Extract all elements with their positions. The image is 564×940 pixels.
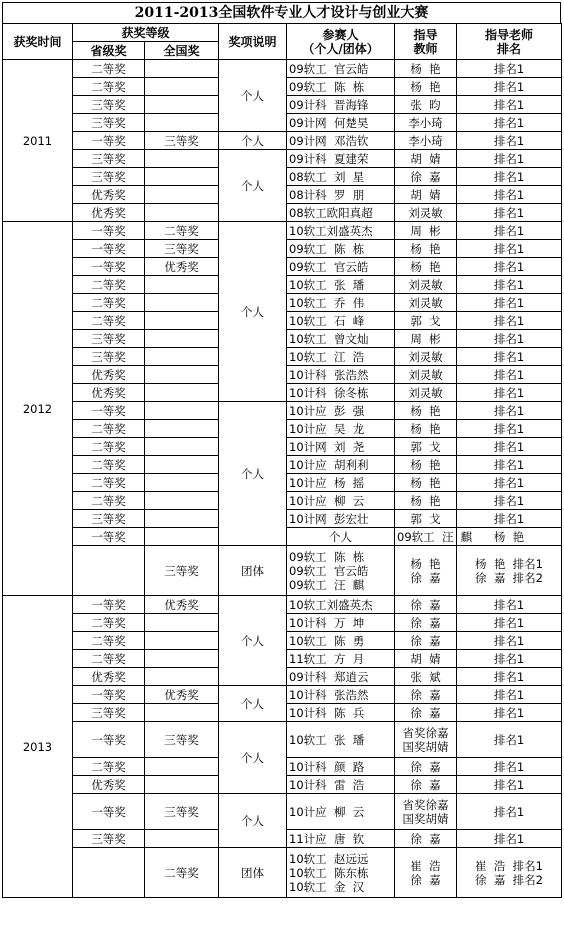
teacher-cell: 杨 艳 xyxy=(395,420,457,438)
teacher-cell: 徐 嘉 xyxy=(395,830,457,848)
award-type-cell: 个人 xyxy=(219,722,287,794)
teacher-cell: 杨 艳 xyxy=(457,528,562,546)
rank-cell: 排名1 xyxy=(457,668,562,686)
header-national: 全国奖 xyxy=(145,42,219,60)
teacher-cell: 徐 嘉 xyxy=(395,614,457,632)
provincial-award-cell: 一等奖 xyxy=(73,222,145,240)
provincial-award-cell: 优秀奖 xyxy=(73,366,145,384)
participant-cell: 10计科 张浩然 xyxy=(287,686,395,704)
teacher-cell: 杨 艳 xyxy=(395,60,457,78)
rank-cell: 排名1 xyxy=(457,294,562,312)
award-table-body xyxy=(3,60,562,898)
rank-cell: 排名1 xyxy=(457,722,562,758)
header-year: 获奖时间 xyxy=(3,24,73,60)
header-provincial: 省级奖 xyxy=(73,42,145,60)
national-award-cell xyxy=(145,330,219,348)
participant-cell: 10计应 杨 摇 xyxy=(287,474,395,492)
teacher-cell: 杨 艳 徐 嘉 xyxy=(395,546,457,596)
provincial-award-cell: 二等奖 xyxy=(73,650,145,668)
national-award-cell: 三等奖 xyxy=(145,794,219,830)
national-award-cell xyxy=(145,420,219,438)
provincial-award-cell: 三等奖 xyxy=(73,830,145,848)
rank-cell: 排名1 xyxy=(457,330,562,348)
provincial-award-cell: 二等奖 xyxy=(73,78,145,96)
national-award-cell xyxy=(145,830,219,848)
provincial-award-cell xyxy=(73,848,145,898)
provincial-award-cell: 二等奖 xyxy=(73,276,145,294)
national-award-cell xyxy=(145,614,219,632)
rank-cell: 排名1 xyxy=(457,492,562,510)
teacher-cell: 杨 艳 xyxy=(395,492,457,510)
participant-cell: 09软工 汪 麒 xyxy=(395,528,457,546)
rank-cell: 排名1 xyxy=(457,596,562,614)
national-award-cell xyxy=(145,704,219,722)
national-award-cell xyxy=(145,456,219,474)
participant-cell: 09软工 陈 栋 09软工 官云皓 09软工 汪 麒 xyxy=(287,546,395,596)
rank-cell: 排名1 xyxy=(457,758,562,776)
provincial-award-cell: 二等奖 xyxy=(73,614,145,632)
teacher-cell: 李小琦 xyxy=(395,114,457,132)
participant-cell: 10软工 陈 勇 xyxy=(287,632,395,650)
award-table xyxy=(2,23,562,898)
participant-cell: 10软工 乔 伟 xyxy=(287,294,395,312)
provincial-award-cell: 二等奖 xyxy=(73,456,145,474)
rank-cell: 排名1 xyxy=(457,366,562,384)
national-award-cell xyxy=(145,348,219,366)
national-award-cell xyxy=(145,510,219,528)
rank-cell: 排名1 xyxy=(457,614,562,632)
table-row xyxy=(3,686,562,704)
award-type-cell: 团体 xyxy=(219,848,287,898)
award-type-cell: 团体 xyxy=(219,546,287,596)
national-award-cell xyxy=(145,96,219,114)
national-award-cell: 优秀奖 xyxy=(145,686,219,704)
national-award-cell: 三等奖 xyxy=(145,722,219,758)
participant-cell: 10软工刘盛英杰 xyxy=(287,222,395,240)
award-type-cell: 个人 xyxy=(219,794,287,848)
rank-cell: 排名1 xyxy=(457,474,562,492)
teacher-cell: 杨 艳 xyxy=(395,402,457,420)
national-award-cell xyxy=(145,294,219,312)
provincial-award-cell: 一等奖 xyxy=(73,258,145,276)
participant-cell: 10软工 江 浩 xyxy=(287,348,395,366)
header-type: 奖项说明 xyxy=(219,24,287,60)
participant-cell: 09计网 邓浩钦 xyxy=(287,132,395,150)
provincial-award-cell: 一等奖 xyxy=(73,722,145,758)
participant-cell: 10计科 颜 路 xyxy=(287,758,395,776)
provincial-award-cell: 一等奖 xyxy=(73,528,145,546)
national-award-cell: 优秀奖 xyxy=(145,258,219,276)
table-row xyxy=(3,60,562,78)
table-row xyxy=(3,596,562,614)
rank-cell: 排名1 xyxy=(457,132,562,150)
teacher-cell: 张 昀 xyxy=(395,96,457,114)
teacher-cell: 刘灵敏 xyxy=(395,384,457,402)
teacher-cell: 徐 嘉 xyxy=(395,776,457,794)
teacher-cell: 杨 艳 xyxy=(395,474,457,492)
national-award-cell xyxy=(145,668,219,686)
table-row xyxy=(3,722,562,758)
provincial-award-cell: 二等奖 xyxy=(73,492,145,510)
provincial-award-cell: 一等奖 xyxy=(73,686,145,704)
participant-cell: 09软工 官云皓 xyxy=(287,258,395,276)
national-award-cell xyxy=(145,492,219,510)
teacher-cell: 郭 戈 xyxy=(395,312,457,330)
participant-cell: 10计网 刘 尧 xyxy=(287,438,395,456)
participant-cell: 11计应 唐 钦 xyxy=(287,830,395,848)
table-row xyxy=(3,222,562,240)
teacher-cell: 徐 嘉 xyxy=(395,632,457,650)
rank-cell: 杨 艳 排名1 徐 嘉 排名2 xyxy=(457,546,562,596)
rank-cell: 排名1 xyxy=(457,312,562,330)
provincial-award-cell: 三等奖 xyxy=(73,150,145,168)
teacher-cell: 周 彬 xyxy=(395,330,457,348)
participant-cell: 09软工 陈 栋 xyxy=(287,78,395,96)
national-award-cell: 二等奖 xyxy=(145,222,219,240)
provincial-award-cell: 一等奖 xyxy=(73,596,145,614)
teacher-cell: 刘灵敏 xyxy=(395,348,457,366)
table-row xyxy=(3,150,562,168)
award-type-cell: 个人 xyxy=(219,150,287,222)
award-table-container xyxy=(2,2,561,898)
participant-cell: 10计科 陈 兵 xyxy=(287,704,395,722)
rank-cell: 排名1 xyxy=(457,96,562,114)
teacher-cell: 杨 艳 xyxy=(395,78,457,96)
national-award-cell xyxy=(145,384,219,402)
participant-cell: 10计网 彭宏壮 xyxy=(287,510,395,528)
participant-cell: 10软工 张 璠 xyxy=(287,276,395,294)
teacher-cell: 徐 嘉 xyxy=(395,686,457,704)
national-award-cell: 二等奖 xyxy=(145,848,219,898)
header-level: 获奖等级 xyxy=(73,24,219,42)
teacher-cell: 徐 嘉 xyxy=(395,758,457,776)
teacher-cell: 省奖徐嘉 国奖胡婧 xyxy=(395,794,457,830)
rank-cell: 排名1 xyxy=(457,204,562,222)
participant-cell: 10计应 吴 龙 xyxy=(287,420,395,438)
participant-cell: 09软工 官云皓 xyxy=(287,60,395,78)
national-award-cell xyxy=(145,186,219,204)
rank-cell: 崔 浩 排名1 徐 嘉 排名2 xyxy=(457,848,562,898)
award-type-cell: 个人 xyxy=(219,596,287,686)
national-award-cell xyxy=(145,366,219,384)
national-award-cell xyxy=(145,402,219,420)
rank-cell: 排名1 xyxy=(457,186,562,204)
teacher-cell: 郭 戈 xyxy=(395,438,457,456)
provincial-award-cell: 优秀奖 xyxy=(73,384,145,402)
rank-cell: 排名1 xyxy=(457,384,562,402)
participant-cell: 09软工 陈 栋 xyxy=(287,240,395,258)
participant-cell: 10计应 胡利利 xyxy=(287,456,395,474)
participant-cell: 10计应 彭 强 xyxy=(287,402,395,420)
provincial-award-cell: 优秀奖 xyxy=(73,668,145,686)
national-award-cell: 三等奖 xyxy=(145,132,219,150)
rank-cell: 排名1 xyxy=(457,348,562,366)
header-rank: 指导老师 排名 xyxy=(457,24,562,60)
year-cell: 2013 xyxy=(3,596,73,898)
national-award-cell xyxy=(145,528,219,546)
national-award-cell xyxy=(145,168,219,186)
provincial-award-cell: 三等奖 xyxy=(73,510,145,528)
participant-cell: 09计科 晋海锋 xyxy=(287,96,395,114)
participant-cell: 10软工 石 峰 xyxy=(287,312,395,330)
rank-cell: 排名1 xyxy=(457,150,562,168)
provincial-award-cell: 三等奖 xyxy=(73,704,145,722)
rank-cell: 排名1 xyxy=(457,686,562,704)
year-cell: 2012 xyxy=(3,222,73,596)
teacher-cell: 徐 嘉 xyxy=(395,168,457,186)
rank-cell: 排名1 xyxy=(457,456,562,474)
national-award-cell xyxy=(145,78,219,96)
provincial-award-cell: 一等奖 xyxy=(73,402,145,420)
header-participant: 参赛人 （个人/团体） xyxy=(287,24,395,60)
national-award-cell xyxy=(145,650,219,668)
teacher-cell: 李小琦 xyxy=(395,132,457,150)
teacher-cell: 胡 婧 xyxy=(395,186,457,204)
teacher-cell: 张 斌 xyxy=(395,668,457,686)
national-award-cell xyxy=(145,474,219,492)
rank-cell: 排名1 xyxy=(457,704,562,722)
provincial-award-cell: 三等奖 xyxy=(73,114,145,132)
table-row xyxy=(3,402,562,420)
participant-cell: 10软工 曾文灿 xyxy=(287,330,395,348)
teacher-cell: 杨 艳 xyxy=(395,240,457,258)
national-award-cell xyxy=(145,204,219,222)
provincial-award-cell: 三等奖 xyxy=(73,348,145,366)
table-row xyxy=(3,546,562,596)
provincial-award-cell: 优秀奖 xyxy=(73,186,145,204)
provincial-award-cell: 三等奖 xyxy=(73,168,145,186)
participant-cell: 09计科 夏建荣 xyxy=(287,150,395,168)
participant-cell: 10计科 徐冬栋 xyxy=(287,384,395,402)
rank-cell: 排名1 xyxy=(457,114,562,132)
rank-cell: 排名1 xyxy=(457,830,562,848)
national-award-cell: 三等奖 xyxy=(145,546,219,596)
rank-cell: 排名1 xyxy=(457,222,562,240)
provincial-award-cell: 三等奖 xyxy=(73,330,145,348)
provincial-award-cell: 一等奖 xyxy=(73,240,145,258)
teacher-cell: 杨 艳 xyxy=(395,456,457,474)
award-type-cell: 个人 xyxy=(219,60,287,132)
teacher-cell: 省奖徐嘉 国奖胡婧 xyxy=(395,722,457,758)
provincial-award-cell: 一等奖 xyxy=(73,794,145,830)
participant-cell: 10计科 雷 浩 xyxy=(287,776,395,794)
rank-cell: 排名1 xyxy=(457,60,562,78)
rank-cell: 排名1 xyxy=(457,438,562,456)
provincial-award-cell: 二等奖 xyxy=(73,474,145,492)
provincial-award-cell: 二等奖 xyxy=(73,60,145,78)
teacher-cell: 胡 婧 xyxy=(395,150,457,168)
provincial-award-cell: 一等奖 xyxy=(73,132,145,150)
teacher-cell: 崔 浩 徐 嘉 xyxy=(395,848,457,898)
provincial-award-cell: 优秀奖 xyxy=(73,776,145,794)
provincial-award-cell: 二等奖 xyxy=(73,294,145,312)
national-award-cell xyxy=(145,758,219,776)
header-teacher: 指导 教师 xyxy=(395,24,457,60)
national-award-cell xyxy=(145,776,219,794)
teacher-cell: 徐 嘉 xyxy=(395,596,457,614)
table-row xyxy=(3,848,562,898)
national-award-cell xyxy=(145,276,219,294)
participant-cell: 09计网 何楚昊 xyxy=(287,114,395,132)
participant-cell: 08软工欧阳真超 xyxy=(287,204,395,222)
rank-cell: 排名1 xyxy=(457,776,562,794)
national-award-cell: 三等奖 xyxy=(145,240,219,258)
participant-cell: 10计应 柳 云 xyxy=(287,492,395,510)
teacher-cell: 周 彬 xyxy=(395,222,457,240)
award-type-cell: 个人 xyxy=(219,402,287,546)
rank-cell: 排名1 xyxy=(457,402,562,420)
award-type-cell: 个人 xyxy=(219,686,287,722)
table-row xyxy=(3,132,562,150)
rank-cell: 排名1 xyxy=(457,78,562,96)
rank-cell: 排名1 xyxy=(457,650,562,668)
rank-cell: 排名1 xyxy=(457,258,562,276)
rank-cell: 排名1 xyxy=(457,240,562,258)
provincial-award-cell: 二等奖 xyxy=(73,632,145,650)
rank-cell: 排名1 xyxy=(457,632,562,650)
award-type-cell: 个人 xyxy=(287,528,395,546)
national-award-cell xyxy=(145,150,219,168)
provincial-award-cell: 二等奖 xyxy=(73,312,145,330)
national-award-cell xyxy=(145,438,219,456)
participant-cell: 10计科 万 坤 xyxy=(287,614,395,632)
rank-cell: 排名1 xyxy=(457,168,562,186)
provincial-award-cell xyxy=(73,546,145,596)
participant-cell: 10软工刘盛英杰 xyxy=(287,596,395,614)
award-type-cell: 个人 xyxy=(219,132,287,150)
national-award-cell: 优秀奖 xyxy=(145,596,219,614)
participant-cell: 08软工 刘 星 xyxy=(287,168,395,186)
teacher-cell: 刘灵敏 xyxy=(395,276,457,294)
table-title: 2011-2013全国软件专业人才设计与创业大赛 xyxy=(2,2,561,23)
participant-cell: 10软工 张 璠 xyxy=(287,722,395,758)
participant-cell: 10计应 柳 云 xyxy=(287,794,395,830)
participant-cell: 10软工 赵远远 10软工 陈东栋 10软工 金 汉 xyxy=(287,848,395,898)
national-award-cell xyxy=(145,114,219,132)
teacher-cell: 徐 嘉 xyxy=(395,704,457,722)
provincial-award-cell: 优秀奖 xyxy=(73,204,145,222)
teacher-cell: 刘灵敏 xyxy=(395,294,457,312)
teacher-cell: 胡 婧 xyxy=(395,650,457,668)
rank-cell: 排名1 xyxy=(457,794,562,830)
provincial-award-cell: 三等奖 xyxy=(73,96,145,114)
national-award-cell xyxy=(145,312,219,330)
teacher-cell: 刘灵敏 xyxy=(395,204,457,222)
provincial-award-cell: 二等奖 xyxy=(73,758,145,776)
teacher-cell: 刘灵敏 xyxy=(395,366,457,384)
rank-cell: 排名1 xyxy=(457,276,562,294)
participant-cell: 10计科 张浩然 xyxy=(287,366,395,384)
provincial-award-cell: 二等奖 xyxy=(73,438,145,456)
participant-cell: 08计科 罗 朋 xyxy=(287,186,395,204)
award-type-cell: 个人 xyxy=(219,222,287,402)
rank-cell: 排名1 xyxy=(457,420,562,438)
table-row xyxy=(3,794,562,830)
participant-cell: 11软工 方 月 xyxy=(287,650,395,668)
year-cell: 2011 xyxy=(3,60,73,222)
national-award-cell xyxy=(145,60,219,78)
provincial-award-cell: 二等奖 xyxy=(73,420,145,438)
national-award-cell xyxy=(145,632,219,650)
rank-cell: 排名1 xyxy=(457,510,562,528)
teacher-cell: 杨 艳 xyxy=(395,258,457,276)
participant-cell: 09计科 郑逍云 xyxy=(287,668,395,686)
teacher-cell: 郭 戈 xyxy=(395,510,457,528)
